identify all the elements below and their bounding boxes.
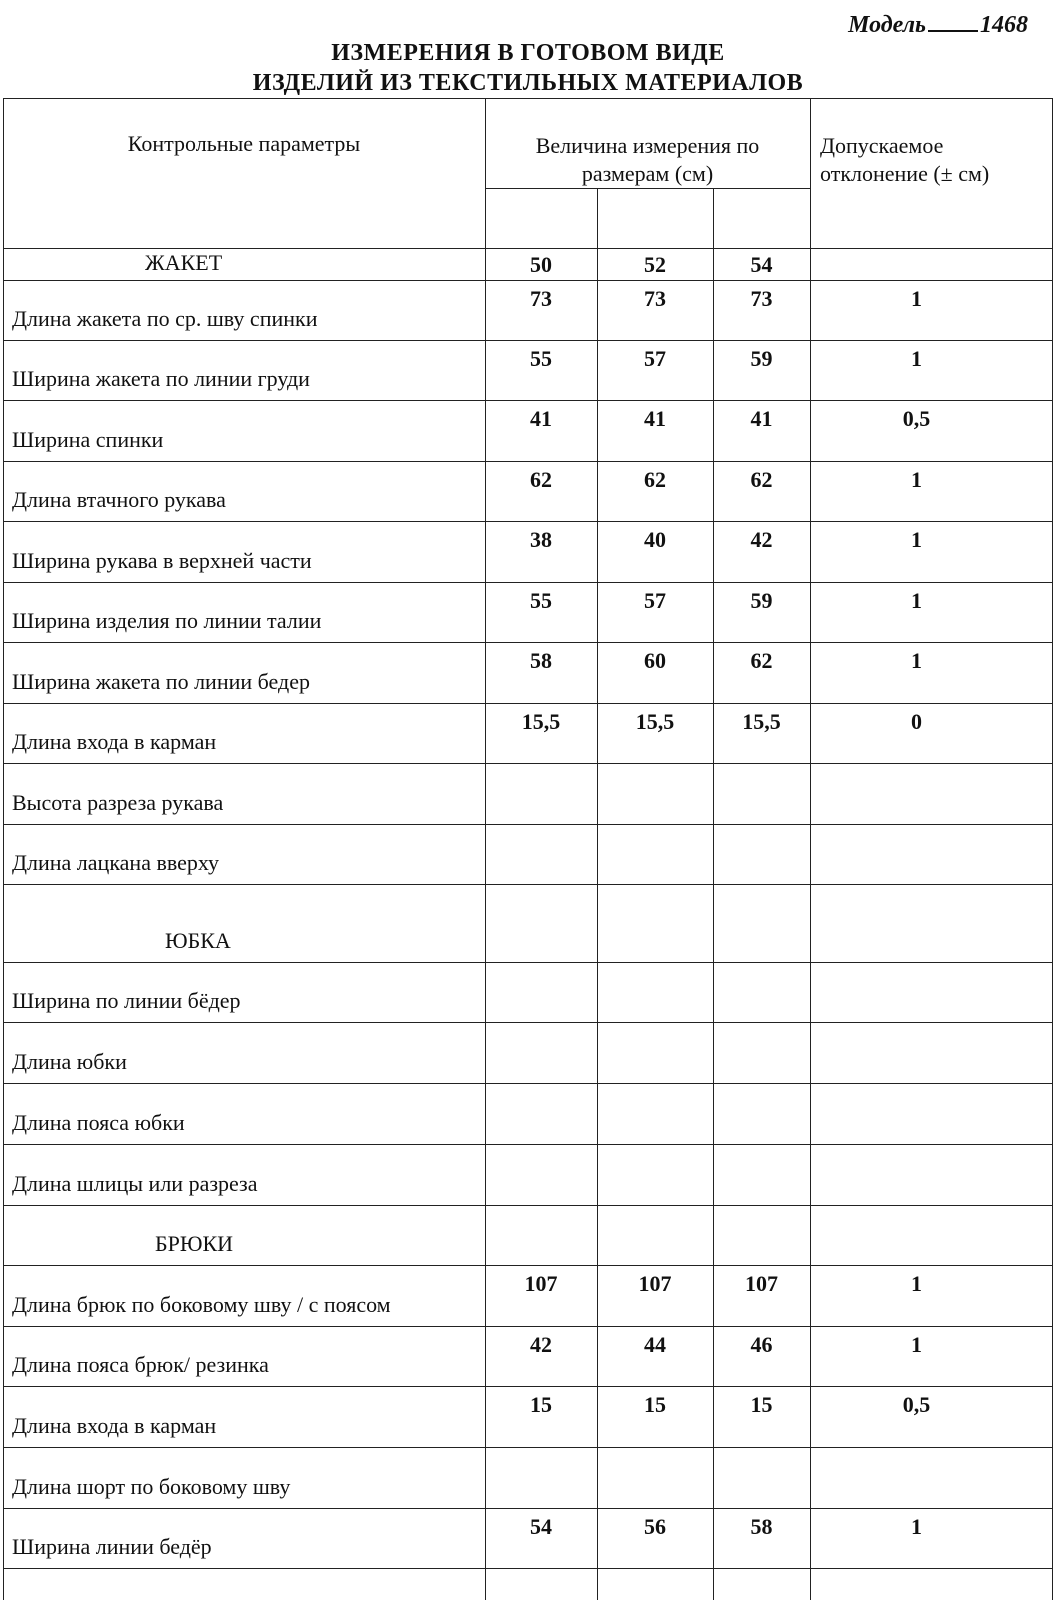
model-value: 1468 (980, 12, 1028, 38)
param-label: Длина втачного рукава (12, 487, 226, 512)
row-line (3, 1508, 1053, 1509)
row-line (3, 400, 1053, 401)
size-value: 41 (644, 406, 666, 431)
size-value: 73 (530, 286, 552, 311)
header-tolerance: Допускаемое отклонение (± см) (820, 133, 990, 186)
size-value: 15 (750, 1392, 773, 1417)
size-value: 58 (750, 1514, 773, 1539)
row-line (3, 1386, 1053, 1387)
size-value: 15 (530, 1392, 552, 1417)
tolerance-value: 1 (911, 1271, 922, 1296)
size-value: 62 (750, 648, 773, 673)
row-line (3, 1326, 1053, 1327)
row-line (3, 280, 1053, 281)
size-value: 59 (750, 346, 773, 371)
row-line (3, 1447, 1053, 1448)
tolerance-value: 1 (911, 286, 922, 311)
size-value: 46 (750, 1332, 773, 1357)
row-line (3, 1022, 1053, 1023)
size-value: 56 (644, 1514, 666, 1539)
size-value: 62 (530, 467, 552, 492)
param-label: Длина пояса брюк/ резинка (12, 1352, 269, 1377)
size-value: 62 (644, 467, 666, 492)
model-blank-line (928, 12, 978, 32)
tolerance-value: 0 (911, 709, 922, 734)
size-value: 15,5 (635, 709, 675, 734)
row-line (3, 703, 1053, 704)
size-value: 107 (524, 1271, 558, 1296)
param-label: Ширина изделия по линии талии (12, 608, 322, 633)
row-line (3, 521, 1053, 522)
row-line (3, 1083, 1053, 1084)
param-label: Ширина жакета по линии груди (12, 366, 310, 391)
section-heading: ЖАКЕТ (145, 250, 223, 275)
param-label: Длина лацкана вверху (12, 850, 220, 875)
size-header: 50 (530, 252, 552, 277)
size-header: 52 (644, 252, 666, 277)
size-value: 57 (644, 346, 666, 371)
param-label: Высота разреза рукава (12, 790, 224, 815)
size-value: 57 (644, 588, 666, 613)
header-sizes: Величина измерения по размерам (см) (535, 133, 760, 186)
param-label: Длина юбки (12, 1049, 127, 1074)
size-value: 40 (644, 527, 666, 552)
param-label: Длина жакета по ср. шву спинки (12, 306, 318, 331)
tolerance-value: 1 (911, 648, 922, 673)
size-value: 41 (530, 406, 552, 431)
col-divider-param (485, 98, 486, 1600)
row-line (3, 1568, 1053, 1569)
tolerance-value: 1 (911, 1332, 922, 1357)
size-header: 54 (750, 252, 773, 277)
param-label: Ширина линии бедёр (12, 1534, 212, 1559)
param-label: Ширина спинки (12, 427, 164, 452)
param-label: Длина входа в карман (12, 729, 217, 754)
row-line (3, 461, 1053, 462)
section-heading: БРЮКИ (155, 1231, 234, 1256)
size-value: 107 (745, 1271, 778, 1296)
size-value: 15,5 (521, 709, 561, 734)
row-line (3, 1144, 1053, 1145)
size-value: 62 (750, 467, 773, 492)
param-label: Длина шлицы или разреза (12, 1171, 258, 1196)
size-value: 15,5 (742, 709, 781, 734)
param-label: Ширина по линии бёдер (12, 988, 241, 1013)
param-label: Длина входа в карман (12, 1413, 217, 1438)
param-label: Ширина рукава в верхней части (12, 548, 312, 573)
size-value: 42 (530, 1332, 552, 1357)
row-line (3, 884, 1053, 885)
param-label: Ширина жакета по линии бедер (12, 669, 310, 694)
model-label: Модель (848, 12, 926, 38)
header-param: Контрольные параметры (127, 131, 361, 156)
size-value: 38 (530, 527, 552, 552)
row-line (3, 248, 1053, 249)
row-line (3, 582, 1053, 583)
size-value: 41 (750, 406, 773, 431)
size-value: 42 (750, 527, 773, 552)
model-number (848, 12, 1028, 39)
tolerance-value: 1 (911, 527, 922, 552)
size-value: 58 (530, 648, 552, 673)
col-divider-tolerance (810, 98, 811, 1600)
tolerance-value: 1 (911, 1514, 922, 1539)
size-value: 59 (750, 588, 773, 613)
row-line (3, 642, 1053, 643)
size-value: 15 (644, 1392, 666, 1417)
row-line (3, 340, 1053, 341)
row-line (3, 1265, 1053, 1266)
size-value: 44 (644, 1332, 666, 1357)
row-line (3, 824, 1053, 825)
row-line (3, 1205, 1053, 1206)
size-value: 73 (644, 286, 666, 311)
size-value: 54 (530, 1514, 552, 1539)
param-label: Длина брюк по боковому шву / с поясом (12, 1292, 391, 1317)
tolerance-value: 1 (911, 588, 922, 613)
row-line (3, 962, 1053, 963)
title-line-1: ИЗМЕРЕНИЯ В ГОТОВОМ ВИДЕ (331, 40, 725, 66)
size-value: 73 (750, 286, 773, 311)
size-value: 55 (530, 346, 552, 371)
row-line (3, 763, 1053, 764)
param-label: Длина шорт по боковому шву (12, 1474, 291, 1499)
tolerance-value: 1 (911, 346, 922, 371)
title-line-2: ИЗДЕЛИЙ ИЗ ТЕКСТИЛЬНЫХ МАТЕРИАЛОВ (252, 70, 804, 96)
section-heading: ЮБКА (165, 928, 231, 953)
param-label: Длина пояса юбки (12, 1110, 185, 1135)
tolerance-value: 1 (911, 467, 922, 492)
size-value: 60 (644, 648, 666, 673)
size-value: 107 (638, 1271, 672, 1296)
tolerance-value: 0,5 (902, 1392, 931, 1417)
size-value: 55 (530, 588, 552, 613)
tolerance-value: 0,5 (902, 406, 931, 431)
header-sub-line (485, 188, 810, 189)
